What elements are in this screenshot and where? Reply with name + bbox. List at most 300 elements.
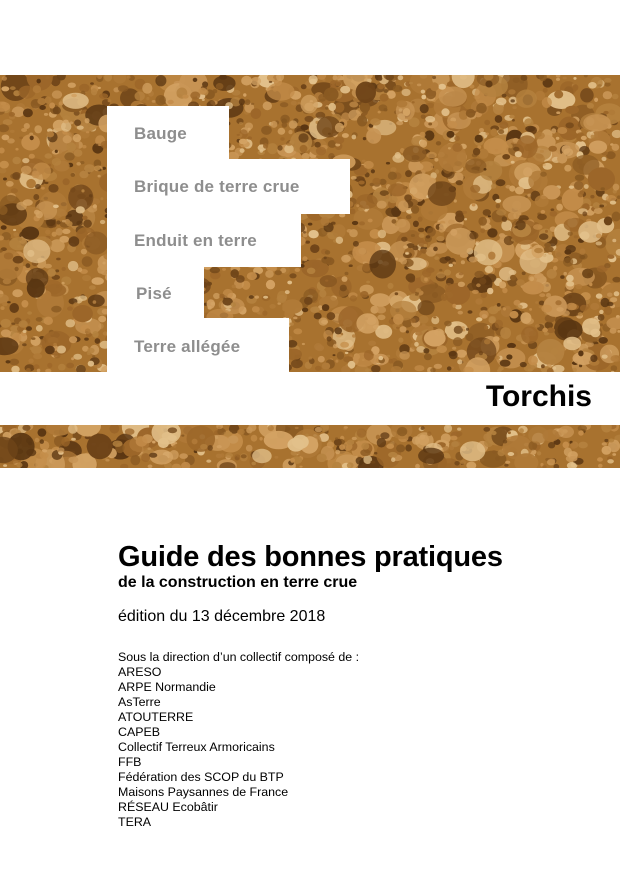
soil-grain <box>524 145 532 151</box>
soil-grain <box>556 137 560 140</box>
soil-grain <box>509 115 514 119</box>
soil-grain <box>570 442 577 449</box>
soil-grain <box>551 208 555 211</box>
soil-grain <box>386 444 394 449</box>
soil-grain <box>92 355 95 357</box>
soil-grain <box>336 237 343 244</box>
soil-grain <box>545 230 548 233</box>
soil-grain <box>288 130 292 134</box>
soil-grain <box>590 303 599 310</box>
soil-grain <box>462 211 467 214</box>
soil-grain <box>396 219 410 233</box>
soil-grain <box>310 307 320 313</box>
soil-grain <box>418 448 444 464</box>
soil-grain <box>604 216 613 225</box>
soil-grain <box>479 351 483 355</box>
soil-grain <box>303 231 306 234</box>
soil-grain <box>573 135 576 139</box>
soil-grain <box>356 313 378 333</box>
soil-grain <box>79 84 89 92</box>
soil-grain <box>100 197 103 200</box>
soil-grain <box>67 306 73 310</box>
soil-grain <box>604 78 612 83</box>
soil-grain <box>89 285 96 290</box>
soil-grain <box>376 306 386 313</box>
soil-grain <box>148 465 153 469</box>
soil-grain <box>446 228 476 255</box>
technique-label: Enduit en terre <box>134 231 257 250</box>
soil-grain <box>510 275 516 281</box>
soil-grain <box>69 236 80 246</box>
soil-texture <box>0 425 620 468</box>
soil-grain <box>496 179 506 186</box>
soil-grain <box>496 204 500 209</box>
soil-grain <box>556 111 560 114</box>
soil-grain <box>370 118 381 125</box>
soil-grain <box>155 95 166 106</box>
soil-grain <box>363 137 366 140</box>
soil-grain <box>612 453 616 456</box>
soil-grain <box>444 321 452 327</box>
soil-grain <box>404 194 412 201</box>
soil-grain <box>395 292 399 295</box>
soil-grain <box>26 263 31 268</box>
soil-grain <box>602 442 607 446</box>
soil-grain <box>85 118 90 123</box>
soil-grain <box>48 184 58 193</box>
soil-grain <box>55 150 58 153</box>
technique-label: Brique de terre crue <box>134 177 300 196</box>
soil-grain <box>52 158 61 166</box>
soil-grain <box>56 258 61 261</box>
soil-grain <box>239 122 243 125</box>
soil-grain <box>589 141 607 154</box>
soil-grain <box>424 278 428 282</box>
soil-grain <box>16 202 27 211</box>
soil-grain <box>324 257 327 260</box>
soil-grain <box>599 337 608 344</box>
soil-grain <box>436 272 445 279</box>
soil-grain <box>21 166 32 175</box>
soil-grain <box>563 272 567 276</box>
soil-grain <box>510 311 519 319</box>
soil-grain <box>481 293 487 299</box>
collective-member: ARPE Normandie <box>118 680 216 694</box>
soil-grain <box>0 124 9 132</box>
soil-grain <box>539 233 548 240</box>
soil-grain <box>480 228 485 233</box>
soil-grain <box>63 135 72 143</box>
soil-grain <box>335 437 338 439</box>
soil-grain <box>350 209 356 215</box>
soil-grain <box>604 307 612 316</box>
soil-grain <box>327 312 336 320</box>
soil-grain <box>445 256 451 261</box>
soil-grain <box>71 438 76 441</box>
soil-grain <box>418 435 429 446</box>
soil-grain <box>495 115 503 123</box>
soil-grain <box>502 154 510 160</box>
soil-grain <box>341 255 351 263</box>
soil-grain <box>484 339 490 344</box>
soil-grain <box>335 360 338 363</box>
soil-grain <box>420 249 427 254</box>
soil-grain <box>347 440 355 446</box>
soil-grain <box>429 242 448 254</box>
soil-grain <box>33 194 39 200</box>
soil-grain <box>453 337 463 346</box>
soil-grain <box>521 326 538 344</box>
soil-grain <box>594 208 603 214</box>
soil-grain <box>388 172 397 180</box>
soil-grain <box>497 303 501 307</box>
soil-grain <box>502 196 531 214</box>
soil-grain <box>349 102 358 108</box>
soil-grain <box>198 88 207 95</box>
soil-grain <box>596 234 602 239</box>
soil-grain <box>599 205 604 208</box>
soil-grain <box>488 252 495 260</box>
soil-grain <box>234 454 240 460</box>
soil-grain <box>77 126 84 130</box>
soil-grain <box>423 348 429 353</box>
soil-grain <box>502 216 507 222</box>
technique-label: Bauge <box>134 124 187 143</box>
soil-grain <box>535 132 545 139</box>
soil-grain <box>403 146 427 163</box>
soil-grain <box>53 107 61 115</box>
soil-grain <box>141 453 150 462</box>
soil-grain <box>568 232 573 236</box>
soil-grain <box>400 326 407 332</box>
soil-grain <box>302 256 307 261</box>
soil-grain <box>427 227 436 236</box>
soil-grain <box>459 273 463 276</box>
soil-grain <box>549 458 555 463</box>
soil-grain <box>56 220 60 224</box>
soil-grain <box>23 109 33 118</box>
soil-grain <box>320 217 329 226</box>
soil-grain <box>309 75 318 84</box>
soil-grain <box>533 224 543 230</box>
soil-grain <box>574 181 583 190</box>
soil-grain <box>420 140 427 148</box>
soil-grain <box>436 236 444 241</box>
soil-grain <box>388 183 407 196</box>
soil-grain <box>251 435 258 442</box>
soil-grain <box>410 318 416 323</box>
soil-grain <box>522 272 526 276</box>
soil-grain <box>38 428 47 436</box>
soil-grain <box>470 185 480 193</box>
soil-grain <box>287 143 292 146</box>
soil-grain <box>591 135 595 139</box>
soil-grain <box>476 283 481 287</box>
soil-grain <box>503 440 507 444</box>
soil-grain <box>352 135 357 140</box>
soil-grain <box>88 295 105 307</box>
soil-grain <box>146 97 149 100</box>
soil-grain <box>263 143 268 148</box>
soil-grain <box>252 306 260 312</box>
soil-grain <box>263 101 272 110</box>
soil-grain <box>302 308 308 313</box>
soil-grain <box>325 106 328 109</box>
soil-grain <box>509 144 513 148</box>
soil-grain <box>328 103 336 111</box>
soil-grain <box>1 329 11 337</box>
soil-grain <box>417 84 421 87</box>
soil-grain <box>317 454 327 463</box>
soil-grain <box>612 239 616 243</box>
soil-grain <box>56 285 59 288</box>
soil-grain <box>485 81 492 88</box>
soil-grain <box>484 120 490 125</box>
soil-grain <box>515 187 524 195</box>
soil-grain <box>13 229 16 231</box>
soil-grain <box>300 145 308 153</box>
soil-grain <box>335 450 340 455</box>
soil-grain <box>318 356 325 363</box>
soil-grain <box>304 297 313 305</box>
soil-grain <box>396 121 403 125</box>
soil-grain <box>379 356 384 360</box>
soil-grain <box>282 122 288 127</box>
soil-grain <box>578 350 583 356</box>
soil-grain <box>415 331 422 335</box>
soil-grain <box>237 134 240 136</box>
soil-grain <box>350 295 357 301</box>
soil-grain <box>356 457 364 465</box>
soil-grain <box>495 356 501 360</box>
soil-grain <box>564 249 571 254</box>
soil-grain <box>364 350 374 361</box>
soil-grain <box>425 116 435 122</box>
soil-grain <box>120 464 128 468</box>
soil-grain <box>208 445 213 451</box>
soil-grain <box>396 444 405 452</box>
soil-grain <box>466 109 476 118</box>
soil-grain <box>479 128 484 132</box>
soil-grain <box>36 325 43 332</box>
soil-grain <box>44 264 52 269</box>
soil-grain <box>21 300 28 308</box>
soil-grain <box>438 330 445 337</box>
soil-grain <box>152 441 156 444</box>
soil-grain <box>340 86 350 94</box>
soil-grain <box>439 269 442 272</box>
soil-grain <box>590 355 597 362</box>
soil-grain <box>499 233 505 237</box>
soil-grain <box>263 296 268 299</box>
soil-grain <box>206 460 211 463</box>
soil-grain <box>33 85 41 93</box>
soil-grain <box>345 272 349 276</box>
soil-grain <box>550 211 558 217</box>
soil-grain <box>506 306 511 310</box>
soil-grain <box>439 227 445 233</box>
soil-grain <box>290 322 294 325</box>
soil-grain <box>333 75 338 80</box>
soil-grain <box>515 151 522 157</box>
soil-grain <box>412 101 415 103</box>
soil-grain <box>499 121 508 128</box>
soil-grain <box>447 121 457 129</box>
soil-grain <box>62 282 65 285</box>
soil-grain <box>322 363 330 370</box>
soil-grain <box>193 78 198 82</box>
soil-grain <box>78 295 87 301</box>
soil-grain <box>458 282 465 287</box>
soil-grain <box>578 221 602 243</box>
soil-grain <box>327 336 332 341</box>
soil-grain <box>241 76 252 86</box>
soil-grain <box>398 201 408 212</box>
soil-grain <box>528 426 548 443</box>
soil-grain <box>564 165 571 172</box>
soil-photo-top <box>0 75 620 372</box>
soil-grain <box>76 162 81 166</box>
soil-grain <box>563 257 573 267</box>
soil-grain <box>291 101 297 106</box>
soil-grain <box>397 100 408 107</box>
soil-grain <box>548 146 557 152</box>
soil-grain <box>6 181 14 187</box>
soil-grain <box>0 319 11 328</box>
soil-grain <box>475 298 482 304</box>
soil-grain <box>81 189 84 192</box>
soil-grain <box>508 431 511 434</box>
soil-grain <box>535 195 549 207</box>
soil-grain <box>213 293 220 299</box>
soil-grain <box>419 315 429 324</box>
soil-grain <box>418 217 423 222</box>
soil-grain <box>580 248 586 254</box>
soil-grain <box>405 444 412 451</box>
soil-grain <box>45 229 50 234</box>
soil-grain <box>519 428 524 433</box>
soil-grain <box>389 196 398 204</box>
soil-grain <box>62 229 70 234</box>
soil-grain <box>167 100 173 104</box>
soil-grain <box>4 253 13 260</box>
soil-grain <box>487 228 497 237</box>
soil-grain <box>392 219 397 224</box>
soil-grain <box>278 145 283 150</box>
soil-grain <box>565 106 579 114</box>
soil-grain <box>522 434 525 437</box>
soil-grain <box>388 452 397 458</box>
soil-grain <box>22 425 30 431</box>
soil-grain <box>340 342 349 348</box>
soil-grain <box>239 99 245 106</box>
soil-grain <box>231 269 239 278</box>
soil-grain <box>458 311 463 315</box>
soil-grain <box>69 121 73 124</box>
soil-grain <box>301 95 318 114</box>
soil-grain <box>35 184 41 189</box>
soil-grain <box>308 223 313 226</box>
soil-grain <box>3 178 7 181</box>
soil-grain <box>457 359 462 364</box>
soil-grain <box>87 434 113 460</box>
soil-grain <box>259 437 262 441</box>
soil-grain <box>434 256 439 260</box>
soil-grain <box>558 426 574 438</box>
soil-grain <box>255 296 259 299</box>
soil-grain <box>52 90 62 98</box>
soil-grain <box>347 229 353 233</box>
soil-grain <box>402 89 411 96</box>
soil-grain <box>428 181 456 206</box>
soil-grain <box>66 363 74 369</box>
soil-grain <box>371 169 375 173</box>
soil-grain <box>555 300 561 305</box>
soil-grain <box>300 124 308 130</box>
soil-grain <box>305 241 310 244</box>
soil-grain <box>84 164 95 172</box>
soil-grain <box>507 343 516 348</box>
soil-grain <box>415 464 420 468</box>
soil-grain <box>405 170 412 177</box>
soil-grain <box>6 360 11 363</box>
soil-grain <box>469 232 478 240</box>
collective-member: Fédération des SCOP du BTP <box>118 770 284 784</box>
soil-grain <box>110 425 120 434</box>
soil-grain <box>0 161 9 169</box>
soil-grain <box>474 271 484 278</box>
guide-subtitle: de la construction en terre crue <box>118 574 358 591</box>
soil-grain <box>342 276 348 282</box>
soil-grain <box>601 425 612 433</box>
soil-grain <box>581 136 587 140</box>
soil-grain <box>378 111 381 114</box>
soil-grain <box>318 94 326 102</box>
soil-grain <box>51 306 61 313</box>
soil-grain <box>609 439 615 443</box>
soil-grain <box>82 256 93 267</box>
soil-grain <box>393 85 403 92</box>
soil-grain <box>181 435 184 437</box>
soil-grain <box>219 294 224 299</box>
collective-member: RÉSEAU Ecobâtir <box>118 800 218 814</box>
soil-grain <box>589 283 592 287</box>
soil-grain <box>136 436 148 446</box>
soil-grain <box>556 75 561 78</box>
soil-grain <box>239 139 248 145</box>
soil-grain <box>569 456 577 462</box>
soil-grain <box>594 98 598 102</box>
soil-grain <box>422 324 426 327</box>
soil-grain <box>23 239 50 263</box>
soil-grain <box>305 116 314 122</box>
soil-grain <box>602 355 608 359</box>
soil-grain <box>66 221 72 226</box>
soil-grain <box>1 102 6 106</box>
soil-grain <box>369 250 396 279</box>
soil-grain <box>573 84 579 90</box>
soil-grain <box>386 162 390 165</box>
soil-grain <box>472 203 476 206</box>
soil-grain <box>268 425 274 431</box>
soil-grain <box>291 359 303 368</box>
soil-grain <box>269 81 272 83</box>
soil-grain <box>358 181 364 185</box>
soil-grain <box>377 315 385 321</box>
soil-grain <box>266 280 275 290</box>
soil-grain <box>566 275 574 282</box>
soil-grain <box>54 354 61 358</box>
